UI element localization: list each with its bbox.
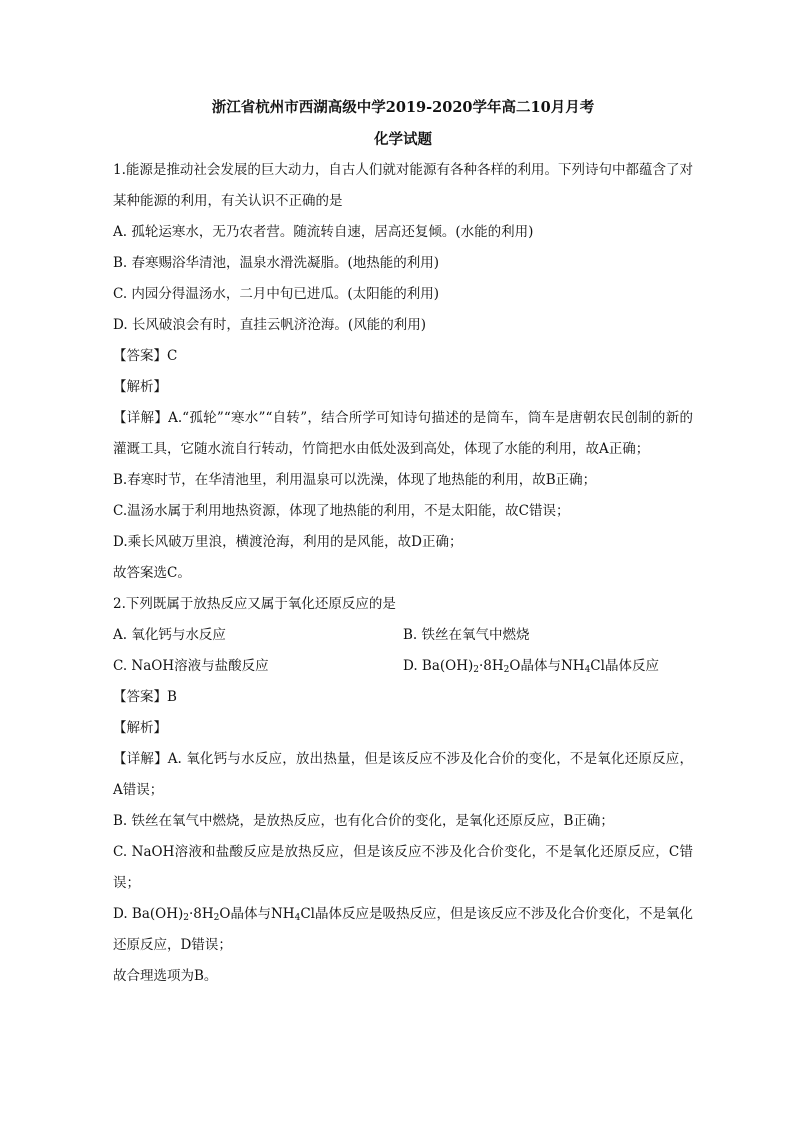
question-1-explanation-a: 【详解】A.“孤轮”“寒水”“自转”，结合所学可知诗句描述的是筒车，筒车是唐朝农民创制的新的灌溉工具，它随水流自行转动，竹筒把水由低处汲到高处，体现了水能的利用，故A正确； xyxy=(113,410,693,457)
question-2-stem: 2.下列既属于放热反应又属于氧化还原反应的是 xyxy=(113,596,396,612)
question-1-option-c: C. 内园分得温汤水，二月中旬已进瓜。(太阳能的利用) xyxy=(113,286,439,302)
question-2-options-row-1 xyxy=(113,620,693,651)
question-1-stem: 1.能源是推动社会发展的巨大动力，自古人们就对能源有各种各样的利用。下列诗句中都蕴含了对某种能源的利用，有关认识不正确的是 xyxy=(113,162,693,209)
question-2-explanation-c: C. NaOH溶液和盐酸反应是放热反应，但是该反应不涉及化合价变化，不是氧化还原反应，C错误； xyxy=(113,844,693,891)
question-1-explanation-d: D.乘长风破万里浪，横渡沧海，利用的是风能，故D正确； xyxy=(113,534,463,550)
question-2-explanation-d: D. $Ba(OH)_2\cdot 8H_2O$晶体与$NH_4Cl$晶体反应是吸热反应，但是该反应不涉及化合价变化，不是氧化还原反应，D错误； xyxy=(113,906,693,953)
question-1-explanation-b: B.春寒时节，在华清池里，利用温泉可以洗澡，体现了地热能的利用，故B正确； xyxy=(113,472,597,488)
question-2-explanation-a: 【详解】A. 氧化钙与水反应，放出热量，但是该反应不涉及化合价的变化，不是氧化还原反应，A错误； xyxy=(113,751,693,798)
question-1-conclusion: 故答案选C。 xyxy=(113,565,191,581)
question-1-option-d: D. 长风破浪会有时，直挂云帆济沧海。(风能的利用) xyxy=(113,317,426,333)
question-2-option-d: D. $Ba(OH)_2\cdot 8H_2O$晶体与$NH_4Cl$晶体反应 xyxy=(403,658,659,675)
question-1-option-a: A. 孤轮运寒水，无乃农者营。随流转自速，居高还复倾。(水能的利用) xyxy=(113,224,534,240)
question-2-conclusion: 故合理选项为B。 xyxy=(113,968,218,984)
question-2-option-c: C. NaOH溶液与盐酸反应 xyxy=(113,658,269,674)
question-1-answer: 【答案】C xyxy=(113,348,178,364)
document-title: 浙江省杭州市西湖高级中学2019-2020学年高二10月月考 xyxy=(211,99,595,116)
question-2-analysis-label: 【解析】 xyxy=(113,720,167,736)
document-subtitle: 化学试题 xyxy=(374,131,432,148)
question-1-explanation-c: C.温汤水属于利用地热资源，体现了地热能的利用，不是太阳能，故C错误； xyxy=(113,503,570,519)
question-1-option-b: B. 春寒赐浴华清池，温泉水滑洗凝脂。(地热能的利用) xyxy=(113,255,440,271)
document-page xyxy=(113,98,693,992)
question-1-analysis-label: 【解析】 xyxy=(113,379,167,395)
question-2-option-b: B. 铁丝在氧气中燃烧 xyxy=(403,627,530,643)
question-2-explanation-b: B. 铁丝在氧气中燃烧，是放热反应，也有化合价的变化，是氧化还原反应，B正确； xyxy=(113,813,614,829)
question-2-answer: 【答案】B xyxy=(113,689,177,705)
question-2-option-a: A. 氧化钙与水反应 xyxy=(113,627,226,643)
question-2-options-row-2 xyxy=(113,651,693,682)
